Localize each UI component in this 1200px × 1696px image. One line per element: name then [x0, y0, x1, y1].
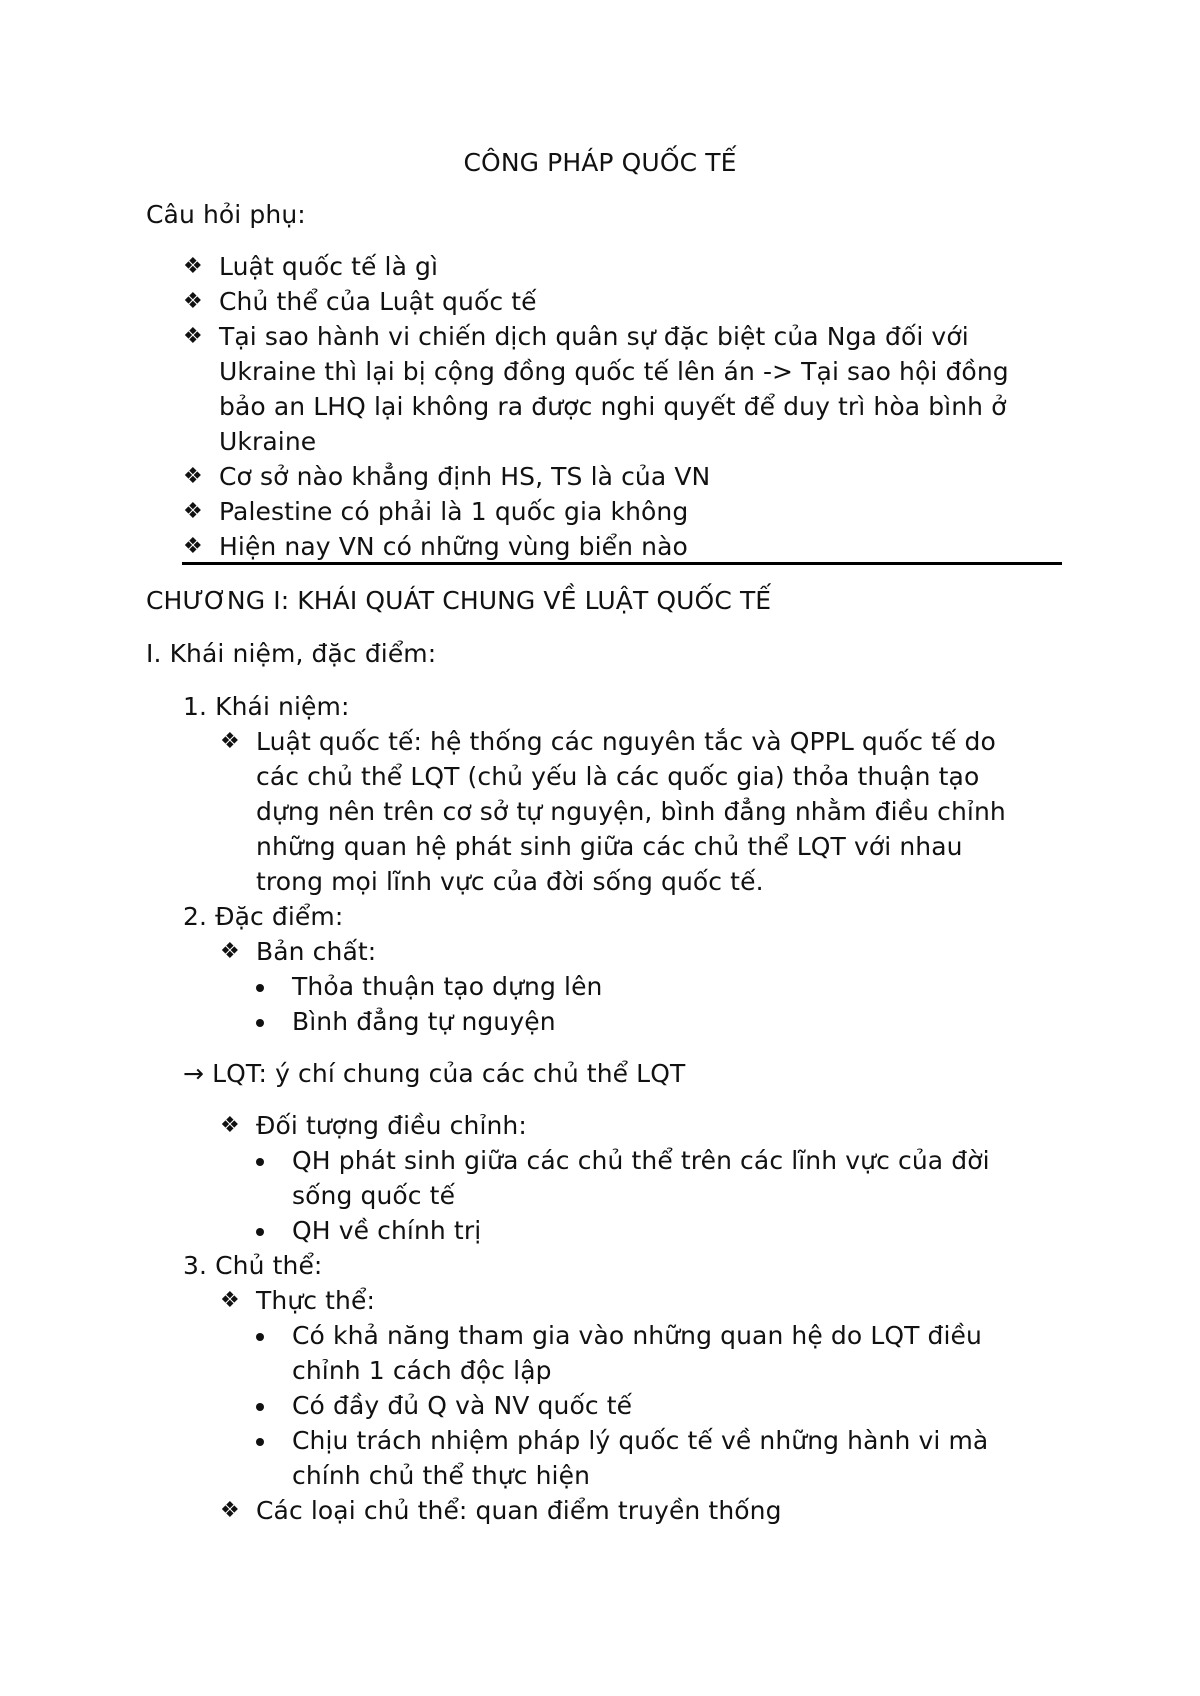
definition-line: trong mọi lĩnh vực của đời sống quốc tế.	[256, 867, 764, 896]
diamond-bullet-icon: ❖	[220, 1288, 240, 1313]
sub-question-item: Luật quốc tế là gì	[219, 252, 439, 281]
sub-question-item: Hiện nay VN có những vùng biển nào	[219, 532, 688, 561]
definition-line: các chủ thể LQT (chủ yếu là các quốc gia) thỏa thuận tạo	[256, 762, 980, 791]
diamond-bullet-icon: ❖	[220, 729, 240, 754]
object-point: QH về chính trị	[292, 1216, 482, 1245]
definition-line: Luật quốc tế: hệ thống các nguyên tắc và QPPL quốc tế do	[256, 727, 996, 756]
bullet-dot-icon	[256, 1019, 264, 1027]
sub-question-continuation: Ukraine thì lại bị cộng đồng quốc tế lên án -> Tại sao hội đồng	[219, 357, 1009, 386]
bullet-dot-icon	[256, 1403, 264, 1411]
sub-question-continuation: Ukraine	[219, 427, 317, 456]
bullet-dot-icon	[256, 1158, 264, 1166]
diamond-bullet-icon: ❖	[183, 254, 203, 279]
object-point: QH phát sinh giữa các chủ thể trên các lĩnh vực của đời	[292, 1146, 990, 1175]
object-point-continuation: sống quốc tế	[292, 1181, 456, 1210]
entity-point-continuation: chính chủ thể thực hiện	[292, 1461, 591, 1490]
entity-point-continuation: chỉnh 1 cách độc lập	[292, 1356, 552, 1385]
item-3-label: 3. Chủ thể:	[183, 1251, 323, 1280]
sub-questions-heading: Câu hỏi phụ:	[146, 200, 306, 229]
sub-question-item: Chủ thể của Luật quốc tế	[219, 287, 537, 316]
bullet-dot-icon	[256, 1438, 264, 1446]
definition-line: dựng nên trên cơ sở tự nguyện, bình đẳng nhằm điều chỉnh	[256, 797, 1006, 826]
conclusion-line: → LQT: ý chí chung của các chủ thể LQT	[183, 1059, 686, 1088]
entity-point: Có đầy đủ Q và NV quốc tế	[292, 1391, 633, 1420]
entity-label: Thực thể:	[256, 1286, 376, 1315]
diamond-bullet-icon: ❖	[220, 1498, 240, 1523]
definition-line: những quan hệ phát sinh giữa các chủ thể LQT với nhau	[256, 832, 963, 861]
nature-point: Bình đẳng tự nguyện	[292, 1007, 556, 1036]
nature-label: Bản chất:	[256, 937, 377, 966]
horizontal-rule	[182, 562, 1062, 565]
object-label: Đối tượng điều chỉnh:	[256, 1111, 527, 1140]
bullet-dot-icon	[256, 1228, 264, 1236]
diamond-bullet-icon: ❖	[183, 499, 203, 524]
diamond-bullet-icon: ❖	[183, 534, 203, 559]
sub-question-item: Palestine có phải là 1 quốc gia không	[219, 497, 689, 526]
diamond-bullet-icon: ❖	[183, 324, 203, 349]
item-1-label: 1. Khái niệm:	[183, 692, 350, 721]
section-heading: I. Khái niệm, đặc điểm:	[146, 639, 437, 668]
diamond-bullet-icon: ❖	[220, 1113, 240, 1138]
sub-question-item: Tại sao hành vi chiến dịch quân sự đặc biệt của Nga đối với	[219, 322, 969, 351]
entity-point: Chịu trách nhiệm pháp lý quốc tế về những hành vi mà	[292, 1426, 989, 1455]
diamond-bullet-icon: ❖	[183, 289, 203, 314]
document-title: CÔNG PHÁP QUỐC TẾ	[463, 148, 737, 177]
sub-question-continuation: bảo an LHQ lại không ra được nghi quyết để duy trì hòa bình ở	[219, 392, 1007, 421]
nature-point: Thỏa thuận tạo dựng lên	[292, 972, 603, 1001]
types-label: Các loại chủ thể: quan điểm truyền thống	[256, 1496, 782, 1525]
item-2-label: 2. Đặc điểm:	[183, 902, 344, 931]
diamond-bullet-icon: ❖	[220, 939, 240, 964]
diamond-bullet-icon: ❖	[183, 464, 203, 489]
entity-point: Có khả năng tham gia vào những quan hệ do LQT điều	[292, 1321, 982, 1350]
sub-question-item: Cơ sở nào khẳng định HS, TS là của VN	[219, 462, 711, 491]
bullet-dot-icon	[256, 984, 264, 992]
bullet-dot-icon	[256, 1333, 264, 1341]
chapter-heading: CHƯƠNG I: KHÁI QUÁT CHUNG VỀ LUẬT QUỐC TẾ	[146, 586, 772, 615]
